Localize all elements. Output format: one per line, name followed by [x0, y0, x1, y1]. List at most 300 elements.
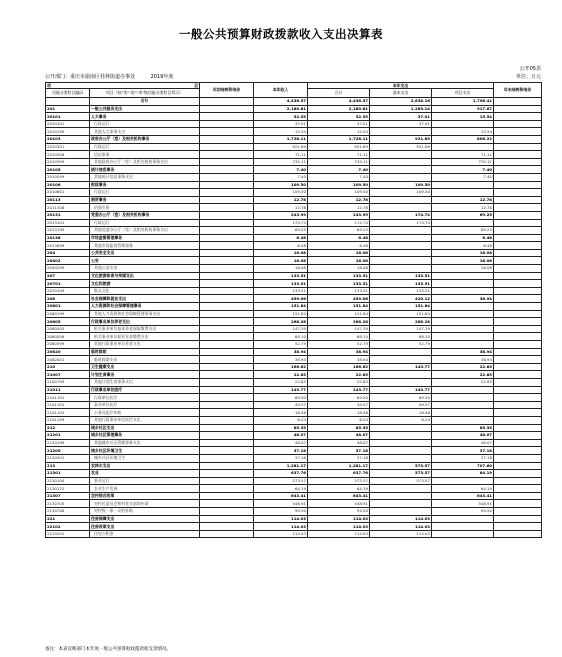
income-cell: 48.07 [254, 439, 308, 447]
table-row [46, 98, 542, 106]
income-cell: 64.19 [254, 485, 308, 493]
basic-cell [370, 204, 432, 212]
basic-cell: 143.77 [370, 386, 432, 394]
basic-cell: 151.84 [370, 310, 432, 318]
table-row [46, 371, 542, 379]
income-cell: 6.48 [254, 234, 308, 242]
name-cell: 统计信息事务 [90, 166, 200, 174]
project-cell: 643.41 [432, 492, 494, 500]
project-cell: 37.18 [432, 447, 494, 455]
income-cell: 643.41 [254, 492, 308, 500]
project-cell [432, 401, 494, 409]
project-cell [432, 287, 494, 295]
name-cell: 农业 [90, 470, 200, 478]
begin-cell [200, 409, 254, 417]
name-cell: 其他行政事业单位养老支出 [90, 341, 200, 349]
end-cell [494, 272, 542, 280]
basic-cell [370, 424, 432, 432]
name-cell: 人力资源和社会保障管理事务 [90, 303, 200, 311]
end-cell [494, 530, 542, 538]
table-row [46, 508, 542, 516]
table-row [46, 128, 542, 136]
document-meta [45, 73, 187, 80]
basic-cell [370, 242, 432, 250]
basic-cell: 114.03 [370, 530, 432, 538]
begin-cell [200, 105, 254, 113]
begin-cell [200, 287, 254, 295]
total-cell: 68.10 [308, 333, 370, 341]
total-cell: 37.18 [308, 447, 370, 455]
year-label: 2019年度 [150, 74, 174, 80]
end-cell [494, 181, 542, 189]
name-cell: 行政事业单位医疗 [90, 386, 200, 394]
table-row [46, 105, 542, 113]
unit-label: 单位：万元 [515, 74, 541, 80]
project-cell: 1,798.41 [432, 98, 494, 106]
begin-cell [200, 158, 254, 166]
project-cell: 22.85 [432, 363, 494, 371]
header-project-left: 项 [47, 82, 51, 88]
total-cell: 548.91 [308, 500, 370, 508]
end-cell [494, 439, 542, 447]
code-cell: 2011308 [46, 204, 90, 212]
name-cell: 机关事业单位基本养老保险缴费支出 [90, 325, 200, 333]
begin-cell [200, 318, 254, 326]
name-cell: 文化旅游体育与传媒支出 [90, 272, 200, 280]
name-cell: 城乡社区支出 [90, 424, 200, 432]
end-cell [494, 295, 542, 303]
total-cell: 69.25 [308, 227, 370, 235]
code-cell: 20106 [46, 181, 90, 189]
name-cell: 机关事业单位职业年金缴费支出 [90, 333, 200, 341]
project-cell: 12.78 [432, 204, 494, 212]
begin-cell [200, 439, 254, 447]
name-cell: 行政事业单位养老支出 [90, 318, 200, 326]
project-cell: 22.85 [432, 378, 494, 386]
project-cell [432, 394, 494, 402]
name-cell: 其他党委办公厅（室）及相关机构事务支出 [90, 227, 200, 235]
income-cell: 18.46 [254, 409, 308, 417]
end-cell [494, 166, 542, 174]
code-cell: 2080506 [46, 333, 90, 341]
header-basic: 基本支出 [370, 89, 432, 98]
project-cell: 94.50 [432, 508, 494, 516]
begin-cell [200, 143, 254, 151]
end-cell [494, 303, 542, 311]
code-cell: 2101102 [46, 401, 90, 409]
form-number: 公开05表 [519, 66, 541, 72]
name-cell: 事业运行 [90, 477, 200, 485]
code-cell: 2010599 [46, 173, 90, 181]
header-project-right: 目 [194, 82, 198, 88]
code-cell: 21011 [46, 386, 90, 394]
table-row [46, 257, 542, 265]
project-cell [432, 333, 494, 341]
income-cell: 71.11 [254, 151, 308, 159]
basic-cell: 37.01 [370, 113, 432, 121]
end-cell [494, 265, 542, 273]
basic-cell: 147.39 [370, 325, 432, 333]
end-cell [494, 348, 542, 356]
name-cell: 其他城乡社区管理事务支出 [90, 439, 200, 447]
begin-cell [200, 363, 254, 371]
end-cell [494, 378, 542, 386]
basic-cell [370, 439, 432, 447]
table-row [46, 492, 542, 500]
begin-cell [200, 310, 254, 318]
end-cell [494, 394, 542, 402]
department-label: 公开部门：重庆市渝南区桂林街道办事处 [45, 74, 136, 80]
total-cell: 7.40 [308, 173, 370, 181]
name-cell: 其他统计信息事务支出 [90, 173, 200, 181]
project-cell: 85.35 [432, 424, 494, 432]
begin-cell [200, 432, 254, 440]
code-cell: 2100799 [46, 378, 90, 386]
end-cell [494, 98, 542, 106]
income-cell: 1,281.17 [254, 462, 308, 470]
code-cell: 2010308 [46, 151, 90, 159]
end-cell [494, 227, 542, 235]
table-row [46, 500, 542, 508]
total-cell: 15.54 [308, 128, 370, 136]
begin-cell [200, 462, 254, 470]
income-cell: 735.11 [254, 158, 308, 166]
end-cell [494, 158, 542, 166]
basic-cell: 133.51 [370, 287, 432, 295]
project-cell [432, 386, 494, 394]
basic-cell [370, 173, 432, 181]
begin-cell [200, 295, 254, 303]
project-cell: 7.40 [432, 166, 494, 174]
name-cell: 住房改革支出 [90, 523, 200, 531]
total-cell: 52.55 [308, 113, 370, 121]
table-row [46, 280, 542, 288]
income-cell: 151.84 [254, 303, 308, 311]
basic-cell: 49.57 [370, 401, 432, 409]
name-cell: 招商引资 [90, 204, 200, 212]
end-cell [494, 151, 542, 159]
table-row [46, 181, 542, 189]
table-row [46, 394, 542, 402]
project-cell [432, 219, 494, 227]
basic-cell: 921.89 [370, 143, 432, 151]
code-cell: 212 [46, 424, 90, 432]
basic-cell [370, 158, 432, 166]
basic-cell [370, 447, 432, 455]
income-cell: 22.85 [254, 371, 308, 379]
total-cell: 151.84 [308, 303, 370, 311]
begin-cell [200, 120, 254, 128]
basic-cell [370, 234, 432, 242]
total-cell: 637.76 [308, 470, 370, 478]
begin-cell [200, 530, 254, 538]
name-cell: 其他人大事务支出 [90, 128, 200, 136]
end-cell [494, 401, 542, 409]
total-cell: 151.84 [308, 310, 370, 318]
begin-cell [200, 356, 254, 364]
income-cell: 114.03 [254, 515, 308, 523]
income-cell: 52.55 [254, 113, 308, 121]
begin-cell [200, 219, 254, 227]
code-cell: 213 [46, 462, 90, 470]
end-cell [494, 120, 542, 128]
code-cell: 22102 [46, 523, 90, 531]
income-cell: 52.79 [254, 341, 308, 349]
end-cell [494, 318, 542, 326]
end-cell [494, 128, 542, 136]
code-cell: 2120501 [46, 454, 90, 462]
basic-cell [370, 151, 432, 159]
begin-cell [200, 211, 254, 219]
end-cell [494, 363, 542, 371]
table-row [46, 318, 542, 326]
income-cell: 38.94 [254, 348, 308, 356]
basic-cell [370, 485, 432, 493]
code-cell: 2130705 [46, 500, 90, 508]
table-row [46, 295, 542, 303]
table-row [46, 234, 542, 242]
code-cell: 207 [46, 272, 90, 280]
project-cell [432, 409, 494, 417]
project-cell: 69.25 [432, 227, 494, 235]
basic-cell: 174.74 [370, 219, 432, 227]
total-cell: 64.19 [308, 485, 370, 493]
code-cell: 2130122 [46, 485, 90, 493]
basic-cell [370, 371, 432, 379]
name-cell: 行政运行 [90, 143, 200, 151]
end-cell [494, 386, 542, 394]
name-cell: 其他计划生育事务支出 [90, 378, 200, 386]
end-cell [494, 409, 542, 417]
name-cell: 农村综合改革 [90, 492, 200, 500]
end-cell [494, 287, 542, 295]
total-cell: 38.94 [308, 356, 370, 364]
income-cell: 7.40 [254, 173, 308, 181]
end-cell [494, 219, 542, 227]
code-cell: 210 [46, 363, 90, 371]
begin-cell [200, 128, 254, 136]
table-row [46, 523, 542, 531]
end-cell [494, 189, 542, 197]
basic-cell: 114.03 [370, 515, 432, 523]
begin-cell [200, 447, 254, 455]
end-cell [494, 113, 542, 121]
project-cell [432, 530, 494, 538]
basic-cell [370, 128, 432, 136]
project-cell [432, 416, 494, 424]
project-cell [432, 120, 494, 128]
income-cell: 268.28 [254, 318, 308, 326]
end-cell [494, 523, 542, 531]
project-cell: 707.60 [432, 462, 494, 470]
code-cell: 2010601 [46, 189, 90, 197]
income-cell: 109.50 [254, 189, 308, 197]
end-cell [494, 333, 542, 341]
project-cell [432, 325, 494, 333]
project-cell: 48.07 [432, 439, 494, 447]
document-title: 一般公共预算财政拨款收入支出决算表 [179, 27, 383, 41]
name-cell: 农林水支出 [90, 462, 200, 470]
total-cell: 52.79 [308, 341, 370, 349]
total-cell: 109.50 [308, 189, 370, 197]
name-cell: 其他行政事业单位医疗支出 [90, 416, 200, 424]
name-cell: 对村民委员会和村党支部的补助 [90, 500, 200, 508]
code-cell: 2010199 [46, 128, 90, 136]
code-cell: 2010301 [46, 143, 90, 151]
begin-cell [200, 135, 254, 143]
code-cell: 204 [46, 249, 90, 257]
basic-cell: 573.57 [370, 477, 432, 485]
begin-cell [200, 485, 254, 493]
end-cell [494, 462, 542, 470]
income-cell: 1,728.11 [254, 135, 308, 143]
total-cell: 643.41 [308, 492, 370, 500]
code-cell: 2080505 [46, 325, 90, 333]
project-cell: 71.11 [432, 151, 494, 159]
code-cell: 2210201 [46, 530, 90, 538]
income-cell: 921.89 [254, 143, 308, 151]
basic-cell: 2,638.16 [370, 98, 432, 106]
begin-cell [200, 371, 254, 379]
total-cell: 143.77 [308, 386, 370, 394]
table-row [46, 242, 542, 250]
begin-cell [200, 500, 254, 508]
project-cell: 22.85 [432, 371, 494, 379]
table-row [46, 401, 542, 409]
total-cell: 48.07 [308, 432, 370, 440]
basic-cell: 921.89 [370, 135, 432, 143]
header-total: 合计 [308, 89, 370, 98]
name-cell: 社会保障和就业支出 [90, 295, 200, 303]
code-cell: 20138 [46, 234, 90, 242]
begin-cell [200, 249, 254, 257]
income-cell: 151.84 [254, 310, 308, 318]
table-row [46, 287, 542, 295]
income-cell: 69.25 [254, 227, 308, 235]
end-cell [494, 508, 542, 516]
end-cell [494, 249, 542, 257]
begin-cell [200, 333, 254, 341]
total-cell: 4,436.57 [308, 98, 370, 106]
basic-cell [370, 257, 432, 265]
total-cell: 133.51 [308, 272, 370, 280]
total-cell: 573.57 [308, 477, 370, 485]
name-cell: 行政运行 [90, 120, 200, 128]
begin-cell [200, 265, 254, 273]
income-cell: 12.78 [254, 204, 308, 212]
income-cell: 37.18 [254, 447, 308, 455]
name-cell: 计划生育事务 [90, 371, 200, 379]
total-cell: 133.51 [308, 287, 370, 295]
total-cell: 2,180.81 [308, 105, 370, 113]
begin-cell [200, 204, 254, 212]
income-cell: 49.57 [254, 401, 308, 409]
end-cell [494, 234, 542, 242]
basic-cell: 37.01 [370, 120, 432, 128]
end-cell [494, 500, 542, 508]
income-cell: 48.07 [254, 432, 308, 440]
name-cell: 其他人力资源和社会保障管理事务支出 [90, 310, 200, 318]
basic-cell [370, 356, 432, 364]
project-cell: 15.54 [432, 113, 494, 121]
total-cell: 48.07 [308, 439, 370, 447]
table-row [46, 310, 542, 318]
basic-cell: 52.79 [370, 341, 432, 349]
table-row [46, 470, 542, 478]
name-cell: 农业生产发展 [90, 485, 200, 493]
total-cell: 133.51 [308, 280, 370, 288]
table-row [46, 386, 542, 394]
project-cell: 48.07 [432, 432, 494, 440]
table-row [46, 432, 542, 440]
end-cell [494, 447, 542, 455]
name-cell: 公安 [90, 257, 200, 265]
income-cell: 37.18 [254, 454, 308, 462]
project-cell [432, 523, 494, 531]
begin-cell [200, 348, 254, 356]
total-cell: 37.01 [308, 120, 370, 128]
begin-cell [200, 454, 254, 462]
basic-cell [370, 196, 432, 204]
name-cell: 临时救助支出 [90, 356, 200, 364]
code-cell: 21201 [46, 432, 90, 440]
end-cell [494, 492, 542, 500]
begin-cell [200, 173, 254, 181]
begin-cell [200, 113, 254, 121]
total-cell: 71.11 [308, 151, 370, 159]
name-cell: 住房保障支出 [90, 515, 200, 523]
name-cell: 其他公安支出 [90, 265, 200, 273]
footer-note: 备注：本表反映部门本年度一般公共预算财政拨款收支余情况。 [45, 647, 171, 652]
total-cell: 7.40 [308, 166, 370, 174]
begin-cell [200, 151, 254, 159]
total-cell: 6.24 [308, 416, 370, 424]
begin-cell [200, 416, 254, 424]
table-row [46, 333, 542, 341]
basic-cell: 420.12 [370, 295, 432, 303]
project-cell: 15.54 [432, 128, 494, 136]
basic-cell: 18.46 [370, 409, 432, 417]
income-cell: 94.50 [254, 508, 308, 516]
total-cell: 85.35 [308, 424, 370, 432]
total-cell: 94.50 [308, 508, 370, 516]
project-cell: 735.11 [432, 158, 494, 166]
code-cell: 2013101 [46, 219, 90, 227]
table-row [46, 303, 542, 311]
income-cell: 38.94 [254, 356, 308, 364]
basic-cell: 573.57 [370, 470, 432, 478]
total-cell: 1,281.17 [308, 462, 370, 470]
total-cell: 6.48 [308, 234, 370, 242]
name-cell: 公务员医疗补助 [90, 409, 200, 417]
name-cell: 事业单位医疗 [90, 401, 200, 409]
income-cell: 2,180.81 [254, 105, 308, 113]
begin-cell [200, 98, 254, 106]
end-cell [494, 515, 542, 523]
basic-cell: 69.50 [370, 394, 432, 402]
income-cell: 637.76 [254, 470, 308, 478]
code-cell: 201 [46, 105, 90, 113]
project-cell [432, 477, 494, 485]
project-cell: 38.94 [432, 348, 494, 356]
total-cell: 6.48 [308, 242, 370, 250]
name-cell: 行政运行 [90, 189, 200, 197]
code-cell: 21205 [46, 447, 90, 455]
table-row [46, 113, 542, 121]
project-cell: 38.94 [432, 356, 494, 364]
total-cell: 114.03 [308, 523, 370, 531]
name-cell: 行政单位医疗 [90, 394, 200, 402]
